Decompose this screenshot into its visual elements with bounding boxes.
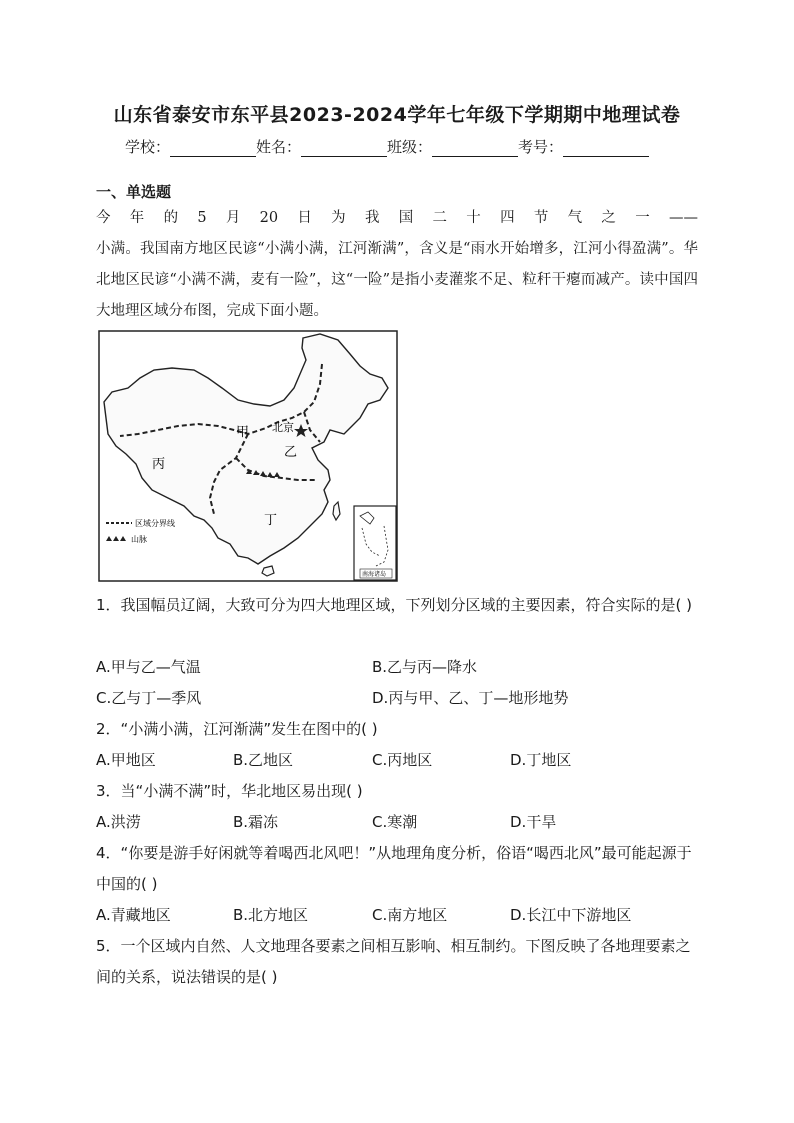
school-label: 学校： <box>125 138 171 156</box>
label-bing: 丙 <box>152 457 166 472</box>
q3-option-b[interactable]: B.霜冻 <box>233 813 279 831</box>
q1-option-a[interactable]: A.甲与乙—气温 <box>96 658 201 676</box>
label-yi: 乙 <box>284 445 298 460</box>
question-1-stem: 1．我国幅员辽阔，大致可分为四大地理区域，下列划分区域的主要因素，符合实际的是( ) <box>96 596 693 614</box>
q3-option-d[interactable]: D.干旱 <box>510 813 557 831</box>
section-heading: 一、单选题 <box>96 183 172 201</box>
question-5-stem: 5．一个区域内自然、人文地理各要素之间相互影响、相互制约。下图反映了各地理要素之间的关系，说法错误的是( ) <box>96 937 691 986</box>
q4-option-b[interactable]: B.北方地区 <box>233 906 309 924</box>
q1-option-d[interactable]: D.丙与甲、乙、丁—地形地势 <box>372 689 569 707</box>
intro-first-line: 今 年 的 5 月 20 日 为 我 国 二 十 四 节 气 之 一 —— <box>96 210 698 226</box>
exam-number-blank[interactable] <box>563 140 649 157</box>
intro-passage <box>96 203 698 327</box>
intro-rest: 小满。我国南方地区民谚“小满小满，江河渐满”，含义是“雨水开始增多，江河小得盈满”。华北地区民谚“小满不满，麦有一险”，这“一险”是指小麦灌浆不足、粒秆干瘪而减产。读中国四大地理区域分布图，完成下面小题。 <box>96 241 698 319</box>
question-3-stem: 3．当“小满不满”时，华北地区易出现( ) <box>96 782 363 800</box>
legend-mountain-symbol <box>106 536 126 541</box>
label-ding: 丁 <box>264 513 278 528</box>
question-1-options-row-1 <box>96 652 700 683</box>
q3-option-a[interactable]: A.洪涝 <box>96 813 141 831</box>
student-info-row <box>125 136 649 157</box>
school-blank[interactable] <box>170 140 256 157</box>
question-2-options <box>96 745 700 776</box>
q1-option-b[interactable]: B.乙与丙—降水 <box>372 658 478 676</box>
question-2-stem: 2．“小满小满，江河渐满”发生在图中的( ) <box>96 720 378 738</box>
q4-option-c[interactable]: C.南方地区 <box>372 906 448 924</box>
label-jia: 甲 <box>236 425 250 440</box>
name-blank[interactable] <box>301 140 387 157</box>
question-1-options-row-2 <box>96 683 700 714</box>
q4-option-a[interactable]: A.青藏地区 <box>96 906 171 924</box>
exam-number-label: 考号： <box>518 138 564 156</box>
question-3-options <box>96 807 700 838</box>
legend-mountain-label: 山脉 <box>131 535 147 544</box>
q1-option-c[interactable]: C.乙与丁—季风 <box>96 689 202 707</box>
q2-option-c[interactable]: C.丙地区 <box>372 751 433 769</box>
q2-option-b[interactable]: B.乙地区 <box>233 751 294 769</box>
question-4-options <box>96 900 700 931</box>
q3-option-c[interactable]: C.寒潮 <box>372 813 418 831</box>
legend-boundary-label: 区域分界线 <box>135 519 175 528</box>
question-4-stem: 4．“你要是游手好闲就等着喝西北风吧！”从地理角度分析，俗语“喝西北风”最可能起源于中国的( ) <box>96 844 692 893</box>
china-regions-map <box>98 330 398 582</box>
name-label: 姓名： <box>256 138 302 156</box>
class-blank[interactable] <box>432 140 518 157</box>
class-label: 班级： <box>387 138 433 156</box>
exam-title: 山东省泰安市东平县2023-2024学年七年级下学期期中地理试卷 <box>113 104 681 126</box>
q2-option-d[interactable]: D.丁地区 <box>510 751 572 769</box>
q2-option-a[interactable]: A.甲地区 <box>96 751 156 769</box>
label-beijing: 北京 <box>272 421 294 434</box>
q4-option-d[interactable]: D.长江中下游地区 <box>510 906 632 924</box>
inset-caption: 南海诸岛 <box>362 571 387 578</box>
